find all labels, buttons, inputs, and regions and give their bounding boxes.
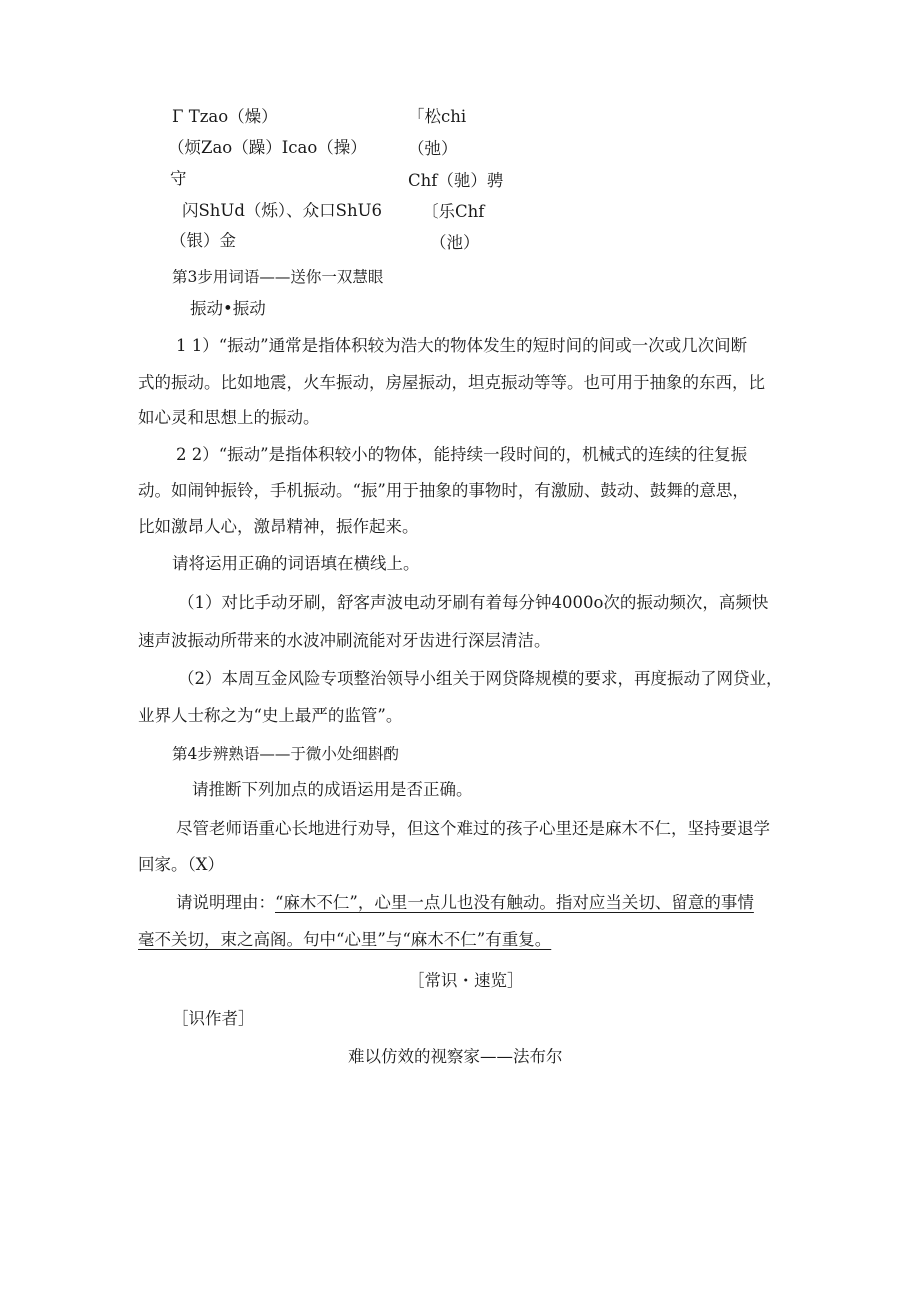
idiom-sentence-line-2: 回家。（X） (138, 855, 224, 874)
idiom-sentence-line-1: 尽管老师语重心长地进行劝导，但这个难过的孩子心里还是麻木不仁，坚持要退学 (176, 819, 770, 838)
definition-2-line-2: 动。如闹钟振铃，手机振动。“振”用于抽象的事物时，有激励、鼓动、鼓舞的意思， (138, 481, 749, 500)
word-pair: 振动•振动 (190, 299, 266, 318)
section-title: ［常识・速览］ (408, 971, 524, 990)
reason-line-1 (176, 892, 754, 914)
section-subtitle: ［识作者］ (172, 1009, 255, 1028)
author-title: 难以仿效的视察家——法布尔 (348, 1047, 563, 1066)
definition-2-line-1: 2 2）“振动”是指体积较小的物体，能持续一段时间的，机械式的连续的往复振 (176, 445, 748, 464)
question-2-line-2: 业界人士称之为“史上最严的监管”。 (138, 706, 403, 725)
definition-1-line-1: 1 1）“振动”通常是指体积较为浩大的物体发生的短时间的间或一次或几次间断 (176, 336, 748, 355)
pinyin-left-line-1: Γ Tzao（燥） (172, 107, 278, 126)
question-1-line-2: 速声波振动所带来的水波冲刷流能对牙齿进行深层清洁。 (138, 631, 551, 650)
pinyin-right-line-5: （池） (430, 233, 480, 252)
pinyin-right-line-4: 〔乐Chf (422, 202, 485, 221)
question-2-line-1: （2）本周互金风险专项整治领导小组关于网贷降规模的要求，再度振动了网贷业， (178, 669, 783, 688)
question-1-line-1: （1）对比手动牙刷，舒客声波电动牙刷有着每分钟4000o次的振动频次，高频快 (178, 593, 769, 612)
pinyin-left-line-4: 闪ShUd（烁）、众口ShU6 (182, 201, 382, 220)
idiom-instruction: 请推断下列加点的成语运用是否正确。 (192, 780, 473, 799)
pinyin-right-line-2: （弛） (408, 139, 458, 158)
pinyin-left-line-5: （银）金 (170, 231, 236, 250)
pinyin-left-line-2: （烦Zao（躁）Icao（操） (168, 138, 367, 157)
fill-instruction: 请将运用正确的词语填在横线上。 (172, 554, 420, 573)
step4-heading: 第4步辨熟语——于微小处细斟酌 (172, 745, 399, 763)
definition-1-line-3: 如心灵和思想上的振动。 (138, 408, 320, 427)
pinyin-left-line-3: 守 (170, 169, 187, 188)
reason-answer-part-1: “麻木不仁”，心里一点儿也没有触动。指对应当关切、留意的事情 (275, 893, 754, 912)
pinyin-right-line-1: 「松chi (408, 107, 467, 126)
reason-label: 请说明理由： (176, 893, 275, 912)
reason-answer-part-2: 毫不关切，束之高阁。句中“心里”与“麻木不仁”有重复。 (138, 930, 552, 949)
step3-heading: 第3步用词语——送你一双慧眼 (172, 268, 384, 286)
reason-line-2 (138, 929, 551, 951)
definition-1-line-2: 式的振动。比如地震，火车振动，房屋振动，坦克振动等等。也可用于抽象的东西，比 (138, 373, 765, 392)
pinyin-right-line-3: Chf（驰）骋 (408, 171, 504, 190)
definition-2-line-3: 比如激昂人心，激昂精神，振作起来。 (138, 517, 419, 536)
